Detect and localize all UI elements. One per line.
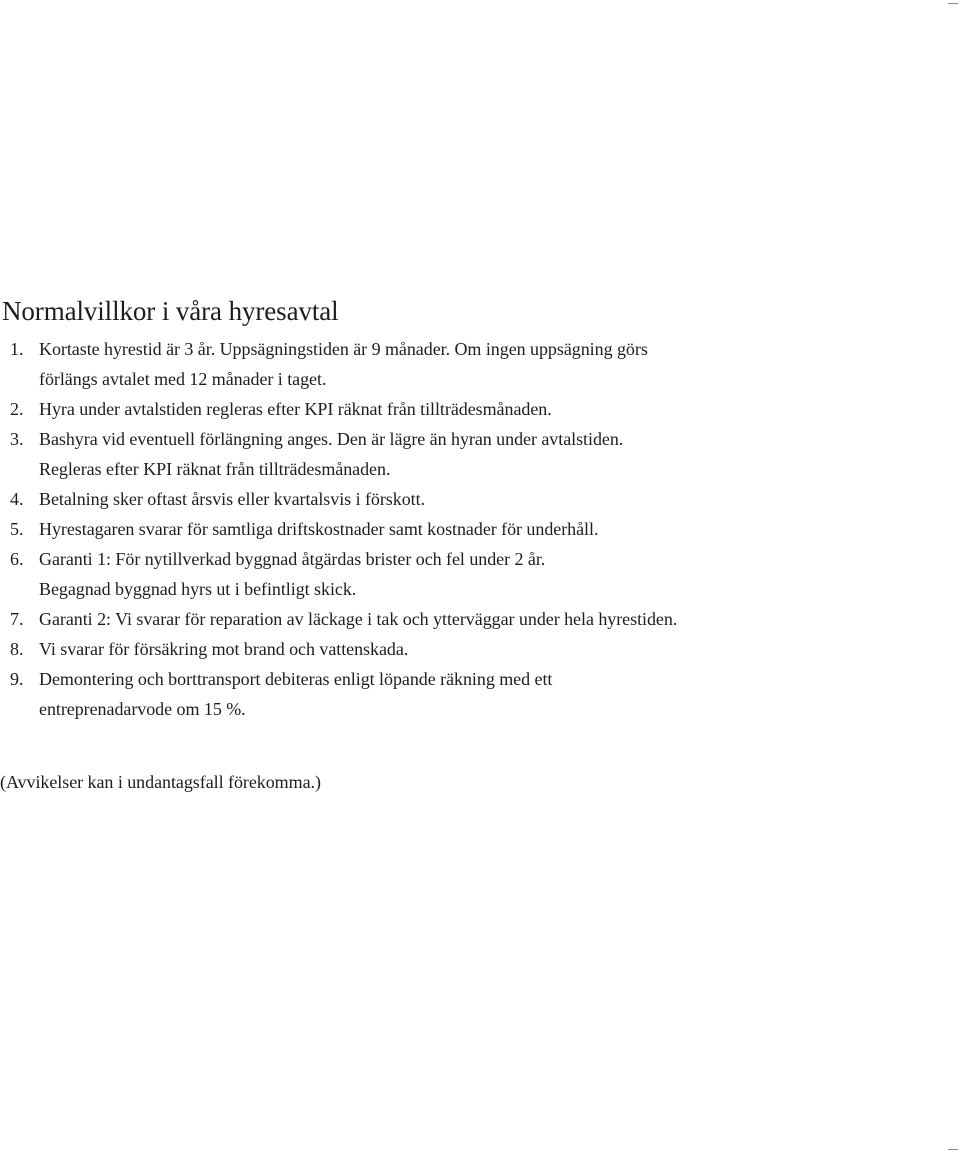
document-title: Normalvillkor i våra hyresavtal [2,296,339,326]
term-text-line: Regleras efter KPI räknat från tillträdesmånaden. [39,459,391,479]
term-number: 2. [10,399,24,419]
term-text-line: Bashyra vid eventuell förlängning anges. Den är lägre än hyran under avtalstiden. [39,429,624,449]
term-number: 4. [10,489,24,509]
term-text-line: Garanti 2: Vi svarar för reparation av läckage i tak och ytterväggar under hela hyrestiden. [39,609,678,629]
term-text-line: Kortaste hyrestid är 3 år. Uppsägningstiden är 9 månader. Om ingen uppsägning görs [39,339,648,359]
term-text-line: Vi svarar för försäkring mot brand och vattenskada. [39,639,409,659]
bottom-right-page-mark [948,1149,958,1150]
term-text-line: Hyrestagaren svarar för samtliga driftskostnader samt kostnader för underhåll. [39,519,599,539]
term-number: 8. [10,639,24,659]
term-item-9 [10,664,770,724]
term-text-line: Begagnad byggnad hyrs ut i befintligt skick. [39,579,357,599]
term-number: 7. [10,609,24,629]
term-text-line: entreprenadarvode om 15 %. [39,699,246,719]
term-text-line: förlängs avtalet med 12 månader i taget. [39,369,327,389]
term-item-1 [10,334,770,394]
term-item-2 [10,394,770,424]
top-right-page-mark [948,3,958,4]
term-text-line: Demontering och borttransport debiteras enligt löpande räkning med ett [39,669,553,689]
term-number: 6. [10,549,24,569]
term-number: 3. [10,429,24,449]
term-number: 1. [10,339,24,359]
term-text-line: Hyra under avtalstiden regleras efter KPI räknat från tillträdesmånaden. [39,399,552,419]
term-item-7 [10,604,770,634]
term-item-5 [10,514,770,544]
term-text-line: Betalning sker oftast årsvis eller kvartalsvis i förskott. [39,489,426,509]
term-item-4 [10,484,770,514]
terms-list [10,334,770,724]
term-text-line: Garanti 1: För nytillverkad byggnad åtgärdas brister och fel under 2 år. [39,549,546,569]
term-item-3 [10,424,770,484]
exception-note: (Avvikelser kan i undantagsfall förekomma.) [0,772,321,792]
term-item-6 [10,544,770,604]
term-number: 9. [10,669,24,689]
term-item-8 [10,634,770,664]
term-number: 5. [10,519,24,539]
